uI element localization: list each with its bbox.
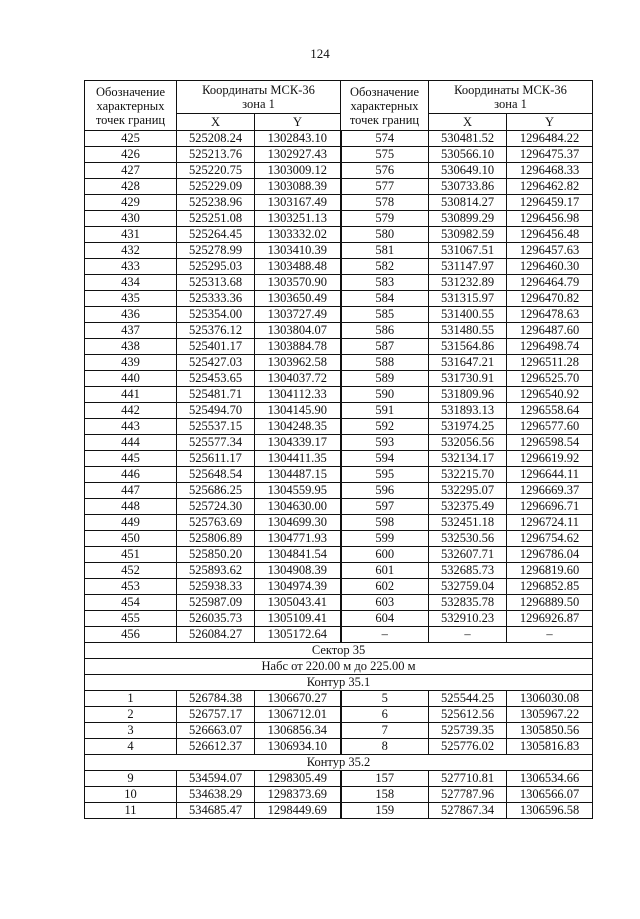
- y-cell: 1304908.39: [255, 563, 341, 579]
- point-id-cell: 584: [341, 291, 429, 307]
- y-cell: 1304559.95: [255, 483, 341, 499]
- x-cell: 530814.27: [429, 195, 507, 211]
- point-id-cell: 436: [85, 307, 177, 323]
- x-cell: 531232.89: [429, 275, 507, 291]
- table-row: [85, 291, 593, 307]
- point-id-cell: 600: [341, 547, 429, 563]
- table-row: [85, 435, 593, 451]
- coord-group-header: [429, 81, 593, 114]
- point-id-cell: 583: [341, 275, 429, 291]
- y-cell: 1302927.43: [255, 147, 341, 163]
- y-cell: 1298305.49: [255, 771, 341, 787]
- table-row: [85, 259, 593, 275]
- x-cell: 525938.33: [177, 579, 255, 595]
- y-cell: 1304339.17: [255, 435, 341, 451]
- table-row: [85, 355, 593, 371]
- y-cell: 1304411.35: [255, 451, 341, 467]
- x-cell: 525376.12: [177, 323, 255, 339]
- y-cell: 1296889.50: [507, 595, 593, 611]
- table-row: [85, 483, 593, 499]
- x-cell: 525313.68: [177, 275, 255, 291]
- y-cell: 1305109.41: [255, 611, 341, 627]
- x-cell: 525987.09: [177, 595, 255, 611]
- x-cell: 532759.04: [429, 579, 507, 595]
- table-row: [85, 563, 593, 579]
- y-cell: 1296577.60: [507, 419, 593, 435]
- y-cell: 1296540.92: [507, 387, 593, 403]
- y-cell: 1303167.49: [255, 195, 341, 211]
- table-row: [85, 227, 593, 243]
- sector-header-block: [85, 643, 593, 691]
- y-cell: 1304248.35: [255, 419, 341, 435]
- x-cell: 532607.71: [429, 547, 507, 563]
- y-cell: 1296460.30: [507, 259, 593, 275]
- point-id-cell: 455: [85, 611, 177, 627]
- x-cell: 530733.86: [429, 179, 507, 195]
- y-cell: 1296456.48: [507, 227, 593, 243]
- x-cell: 525264.45: [177, 227, 255, 243]
- point-label-header: Обозначение характерных точек границ: [341, 81, 429, 131]
- x-cell: 531315.97: [429, 291, 507, 307]
- x-cell: 526612.37: [177, 739, 255, 755]
- point-id-cell: 443: [85, 419, 177, 435]
- y-cell: 1304037.72: [255, 371, 341, 387]
- table-row: [85, 451, 593, 467]
- y-cell: 1305172.64: [255, 627, 341, 643]
- x-cell: 525776.02: [429, 739, 507, 755]
- y-cell: 1304699.30: [255, 515, 341, 531]
- table-row: [85, 515, 593, 531]
- y-cell: 1296498.74: [507, 339, 593, 355]
- y-cell: 1296470.82: [507, 291, 593, 307]
- y-cell: 1304112.33: [255, 387, 341, 403]
- point-id-cell: 591: [341, 403, 429, 419]
- contour-title: Контур 35.2: [85, 755, 593, 771]
- y-cell: 1296468.33: [507, 163, 593, 179]
- x-cell: 530566.10: [429, 147, 507, 163]
- x-cell: 526784.38: [177, 691, 255, 707]
- x-cell: 527710.81: [429, 771, 507, 787]
- x-cell: 527787.96: [429, 787, 507, 803]
- x-cell: 534685.47: [177, 803, 255, 819]
- y-cell: 1303009.12: [255, 163, 341, 179]
- table-row: [85, 211, 593, 227]
- y-cell: 1305816.83: [507, 739, 593, 755]
- y-cell: 1296464.79: [507, 275, 593, 291]
- y-cell: 1296724.11: [507, 515, 593, 531]
- coord-group-zone: зона 1: [242, 97, 275, 111]
- y-cell: 1306596.58: [507, 803, 593, 819]
- y-cell: 1303332.02: [255, 227, 341, 243]
- point-id-cell: 454: [85, 595, 177, 611]
- point-id-cell: 575: [341, 147, 429, 163]
- table-row: [85, 723, 593, 739]
- x-cell: 525295.03: [177, 259, 255, 275]
- table-body-top: [85, 131, 593, 643]
- coord-group-header: [177, 81, 341, 114]
- point-id-cell: 602: [341, 579, 429, 595]
- point-id-cell: 439: [85, 355, 177, 371]
- table-row: [85, 339, 593, 355]
- x-cell: 530481.52: [429, 131, 507, 147]
- x-cell: 525354.00: [177, 307, 255, 323]
- contour-2-header-block: [85, 755, 593, 771]
- point-label-header: Обозначение характерных точек границ: [85, 81, 177, 131]
- y-cell: 1296462.82: [507, 179, 593, 195]
- point-id-cell: 448: [85, 499, 177, 515]
- table-row: [85, 371, 593, 387]
- point-id-cell: 425: [85, 131, 177, 147]
- x-cell: 525739.35: [429, 723, 507, 739]
- y-cell: 1296525.70: [507, 371, 593, 387]
- point-id-cell: 426: [85, 147, 177, 163]
- x-cell: 525238.96: [177, 195, 255, 211]
- point-id-cell: 451: [85, 547, 177, 563]
- point-id-cell: 597: [341, 499, 429, 515]
- point-id-cell: 450: [85, 531, 177, 547]
- y-cell: 1303962.58: [255, 355, 341, 371]
- x-cell: 525686.25: [177, 483, 255, 499]
- point-id-cell: 592: [341, 419, 429, 435]
- y-cell: 1296456.98: [507, 211, 593, 227]
- y-cell: 1296696.71: [507, 499, 593, 515]
- y-cell: 1303570.90: [255, 275, 341, 291]
- point-id-cell: 11: [85, 803, 177, 819]
- point-id-cell: 157: [341, 771, 429, 787]
- table-row: [85, 387, 593, 403]
- point-id-cell: 604: [341, 611, 429, 627]
- point-id-cell: 580: [341, 227, 429, 243]
- point-id-cell: 445: [85, 451, 177, 467]
- y-cell: 1303088.39: [255, 179, 341, 195]
- x-cell: 530899.29: [429, 211, 507, 227]
- point-id-cell: 441: [85, 387, 177, 403]
- point-id-cell: 582: [341, 259, 429, 275]
- point-id-cell: 598: [341, 515, 429, 531]
- table-row: [85, 771, 593, 787]
- coordinates-table: [84, 80, 593, 819]
- x-cell: 526663.07: [177, 723, 255, 739]
- table-row: [85, 627, 593, 643]
- y-cell: –: [507, 627, 593, 643]
- x-cell: 525612.56: [429, 707, 507, 723]
- y-cell: 1296786.04: [507, 547, 593, 563]
- point-id-cell: –: [341, 627, 429, 643]
- y-cell: 1304487.15: [255, 467, 341, 483]
- coord-group-zone: зона 1: [494, 97, 527, 111]
- y-cell: 1296511.28: [507, 355, 593, 371]
- point-id-cell: 432: [85, 243, 177, 259]
- y-cell: 1296487.60: [507, 323, 593, 339]
- coord-group-title: Координаты МСК-36: [454, 83, 567, 97]
- y-cell: 1306566.07: [507, 787, 593, 803]
- y-cell: 1296819.60: [507, 563, 593, 579]
- point-id-cell: 442: [85, 403, 177, 419]
- y-cell: 1306670.27: [255, 691, 341, 707]
- x-cell: 531893.13: [429, 403, 507, 419]
- y-cell: 1306534.66: [507, 771, 593, 787]
- point-id-cell: 435: [85, 291, 177, 307]
- point-id-cell: 10: [85, 787, 177, 803]
- x-cell: 532134.17: [429, 451, 507, 467]
- point-id-cell: 8: [341, 739, 429, 755]
- x-cell: 525494.70: [177, 403, 255, 419]
- sector-title: Сектор 35: [85, 643, 593, 659]
- point-id-cell: 578: [341, 195, 429, 211]
- x-cell: 525648.54: [177, 467, 255, 483]
- sector-subtitle: Набс от 220.00 м до 225.00 м: [85, 659, 593, 675]
- y-cell: 1306030.08: [507, 691, 593, 707]
- y-cell: 1296926.87: [507, 611, 593, 627]
- x-cell: 530649.10: [429, 163, 507, 179]
- point-id-cell: 429: [85, 195, 177, 211]
- x-cell: 531809.96: [429, 387, 507, 403]
- point-id-cell: 6: [341, 707, 429, 723]
- table-row: [85, 611, 593, 627]
- table-row: [85, 691, 593, 707]
- x-cell: 525577.34: [177, 435, 255, 451]
- y-cell: 1296475.37: [507, 147, 593, 163]
- y-cell: 1296644.11: [507, 467, 593, 483]
- table-row: [85, 787, 593, 803]
- x-cell: 530982.59: [429, 227, 507, 243]
- y-column-header: Y: [255, 114, 341, 131]
- x-cell: 525893.62: [177, 563, 255, 579]
- x-cell: 531647.21: [429, 355, 507, 371]
- point-id-cell: 590: [341, 387, 429, 403]
- y-cell: 1296619.92: [507, 451, 593, 467]
- y-cell: 1304630.00: [255, 499, 341, 515]
- x-cell: 525481.71: [177, 387, 255, 403]
- point-id-cell: 434: [85, 275, 177, 291]
- point-id-cell: 7: [341, 723, 429, 739]
- table-row: [85, 163, 593, 179]
- table-row: [85, 323, 593, 339]
- x-cell: 525427.03: [177, 355, 255, 371]
- y-cell: 1296459.17: [507, 195, 593, 211]
- contour-title: Контур 35.1: [85, 675, 593, 691]
- x-cell: 526035.73: [177, 611, 255, 627]
- table-row: [85, 499, 593, 515]
- point-id-cell: 449: [85, 515, 177, 531]
- x-cell: 531730.91: [429, 371, 507, 387]
- x-cell: 532375.49: [429, 499, 507, 515]
- x-cell: 525806.89: [177, 531, 255, 547]
- x-cell: 525278.99: [177, 243, 255, 259]
- point-id-cell: 453: [85, 579, 177, 595]
- y-cell: 1296558.64: [507, 403, 593, 419]
- point-id-cell: 5: [341, 691, 429, 707]
- point-id-cell: 587: [341, 339, 429, 355]
- x-cell: 531564.86: [429, 339, 507, 355]
- y-cell: 1296457.63: [507, 243, 593, 259]
- x-cell: 525544.25: [429, 691, 507, 707]
- x-cell: 532295.07: [429, 483, 507, 499]
- table-row: [85, 595, 593, 611]
- y-cell: 1305043.41: [255, 595, 341, 611]
- y-cell: 1296484.22: [507, 131, 593, 147]
- x-cell: 532215.70: [429, 467, 507, 483]
- x-column-header: X: [177, 114, 255, 131]
- y-cell: 1296754.62: [507, 531, 593, 547]
- table-row: [85, 275, 593, 291]
- point-id-cell: 593: [341, 435, 429, 451]
- point-id-cell: 576: [341, 163, 429, 179]
- x-cell: 525763.69: [177, 515, 255, 531]
- x-cell: 532530.56: [429, 531, 507, 547]
- y-cell: 1303727.49: [255, 307, 341, 323]
- table-row: [85, 147, 593, 163]
- y-cell: 1303410.39: [255, 243, 341, 259]
- y-cell: 1296669.37: [507, 483, 593, 499]
- table-row: [85, 707, 593, 723]
- point-id-cell: 579: [341, 211, 429, 227]
- y-cell: 1304771.93: [255, 531, 341, 547]
- point-id-cell: 599: [341, 531, 429, 547]
- x-cell: 531067.51: [429, 243, 507, 259]
- table-row: [85, 419, 593, 435]
- y-cell: 1303650.49: [255, 291, 341, 307]
- table-row: [85, 403, 593, 419]
- table-row: [85, 195, 593, 211]
- y-cell: 1306712.01: [255, 707, 341, 723]
- x-cell: 525611.17: [177, 451, 255, 467]
- x-cell: 526084.27: [177, 627, 255, 643]
- y-cell: 1305967.22: [507, 707, 593, 723]
- coord-group-title: Координаты МСК-36: [202, 83, 315, 97]
- y-cell: 1303488.48: [255, 259, 341, 275]
- y-cell: 1296478.63: [507, 307, 593, 323]
- x-column-header: X: [429, 114, 507, 131]
- x-cell: 531974.25: [429, 419, 507, 435]
- point-id-cell: 9: [85, 771, 177, 787]
- point-id-cell: 601: [341, 563, 429, 579]
- x-cell: 532910.23: [429, 611, 507, 627]
- x-cell: 531400.55: [429, 307, 507, 323]
- point-id-cell: 594: [341, 451, 429, 467]
- point-id-cell: 444: [85, 435, 177, 451]
- table-row: [85, 467, 593, 483]
- point-id-cell: 2: [85, 707, 177, 723]
- x-cell: 526757.17: [177, 707, 255, 723]
- x-cell: 534594.07: [177, 771, 255, 787]
- point-id-cell: 585: [341, 307, 429, 323]
- point-id-cell: 574: [341, 131, 429, 147]
- point-id-cell: 1: [85, 691, 177, 707]
- page-number: 124: [310, 46, 330, 61]
- point-id-cell: 437: [85, 323, 177, 339]
- y-cell: 1298373.69: [255, 787, 341, 803]
- x-cell: 525850.20: [177, 547, 255, 563]
- x-cell: 532451.18: [429, 515, 507, 531]
- point-id-cell: 456: [85, 627, 177, 643]
- y-column-header: Y: [507, 114, 593, 131]
- x-cell: 534638.29: [177, 787, 255, 803]
- point-id-cell: 447: [85, 483, 177, 499]
- table-row: [85, 579, 593, 595]
- table-row: [85, 243, 593, 259]
- x-cell: 525537.15: [177, 419, 255, 435]
- x-cell: 531147.97: [429, 259, 507, 275]
- table-row: [85, 547, 593, 563]
- point-id-cell: 440: [85, 371, 177, 387]
- y-cell: 1298449.69: [255, 803, 341, 819]
- point-id-cell: 588: [341, 355, 429, 371]
- point-id-cell: 438: [85, 339, 177, 355]
- point-id-cell: 452: [85, 563, 177, 579]
- x-cell: 525333.36: [177, 291, 255, 307]
- x-cell: 525724.30: [177, 499, 255, 515]
- point-id-cell: 589: [341, 371, 429, 387]
- point-id-cell: 577: [341, 179, 429, 195]
- x-cell: 525401.17: [177, 339, 255, 355]
- table-row: [85, 803, 593, 819]
- point-id-cell: 586: [341, 323, 429, 339]
- table-body-contour-1: [85, 691, 593, 755]
- point-id-cell: 596: [341, 483, 429, 499]
- y-cell: 1302843.10: [255, 131, 341, 147]
- y-cell: 1304841.54: [255, 547, 341, 563]
- table-row: [85, 179, 593, 195]
- x-cell: 531480.55: [429, 323, 507, 339]
- y-cell: 1306934.10: [255, 739, 341, 755]
- table-row: [85, 739, 593, 755]
- x-cell: 525208.24: [177, 131, 255, 147]
- x-cell: 525213.76: [177, 147, 255, 163]
- point-id-cell: 603: [341, 595, 429, 611]
- point-id-cell: 158: [341, 787, 429, 803]
- y-cell: 1296852.85: [507, 579, 593, 595]
- point-id-cell: 3: [85, 723, 177, 739]
- x-cell: 527867.34: [429, 803, 507, 819]
- y-cell: 1305850.56: [507, 723, 593, 739]
- point-id-cell: 446: [85, 467, 177, 483]
- x-cell: 525251.08: [177, 211, 255, 227]
- point-id-cell: 159: [341, 803, 429, 819]
- point-id-cell: 430: [85, 211, 177, 227]
- y-cell: 1303884.78: [255, 339, 341, 355]
- y-cell: 1303804.07: [255, 323, 341, 339]
- point-id-cell: 595: [341, 467, 429, 483]
- table-body-contour-2: [85, 771, 593, 819]
- point-id-cell: 428: [85, 179, 177, 195]
- x-cell: 525453.65: [177, 371, 255, 387]
- point-id-cell: 431: [85, 227, 177, 243]
- y-cell: 1296598.54: [507, 435, 593, 451]
- x-cell: –: [429, 627, 507, 643]
- y-cell: 1303251.13: [255, 211, 341, 227]
- table-row: [85, 131, 593, 147]
- point-id-cell: 433: [85, 259, 177, 275]
- table-row: [85, 531, 593, 547]
- point-id-cell: 427: [85, 163, 177, 179]
- x-cell: 525229.09: [177, 179, 255, 195]
- y-cell: 1306856.34: [255, 723, 341, 739]
- x-cell: 525220.75: [177, 163, 255, 179]
- y-cell: 1304974.39: [255, 579, 341, 595]
- x-cell: 532835.78: [429, 595, 507, 611]
- table-row: [85, 307, 593, 323]
- y-cell: 1304145.90: [255, 403, 341, 419]
- point-id-cell: 4: [85, 739, 177, 755]
- x-cell: 532685.73: [429, 563, 507, 579]
- point-id-cell: 581: [341, 243, 429, 259]
- x-cell: 532056.56: [429, 435, 507, 451]
